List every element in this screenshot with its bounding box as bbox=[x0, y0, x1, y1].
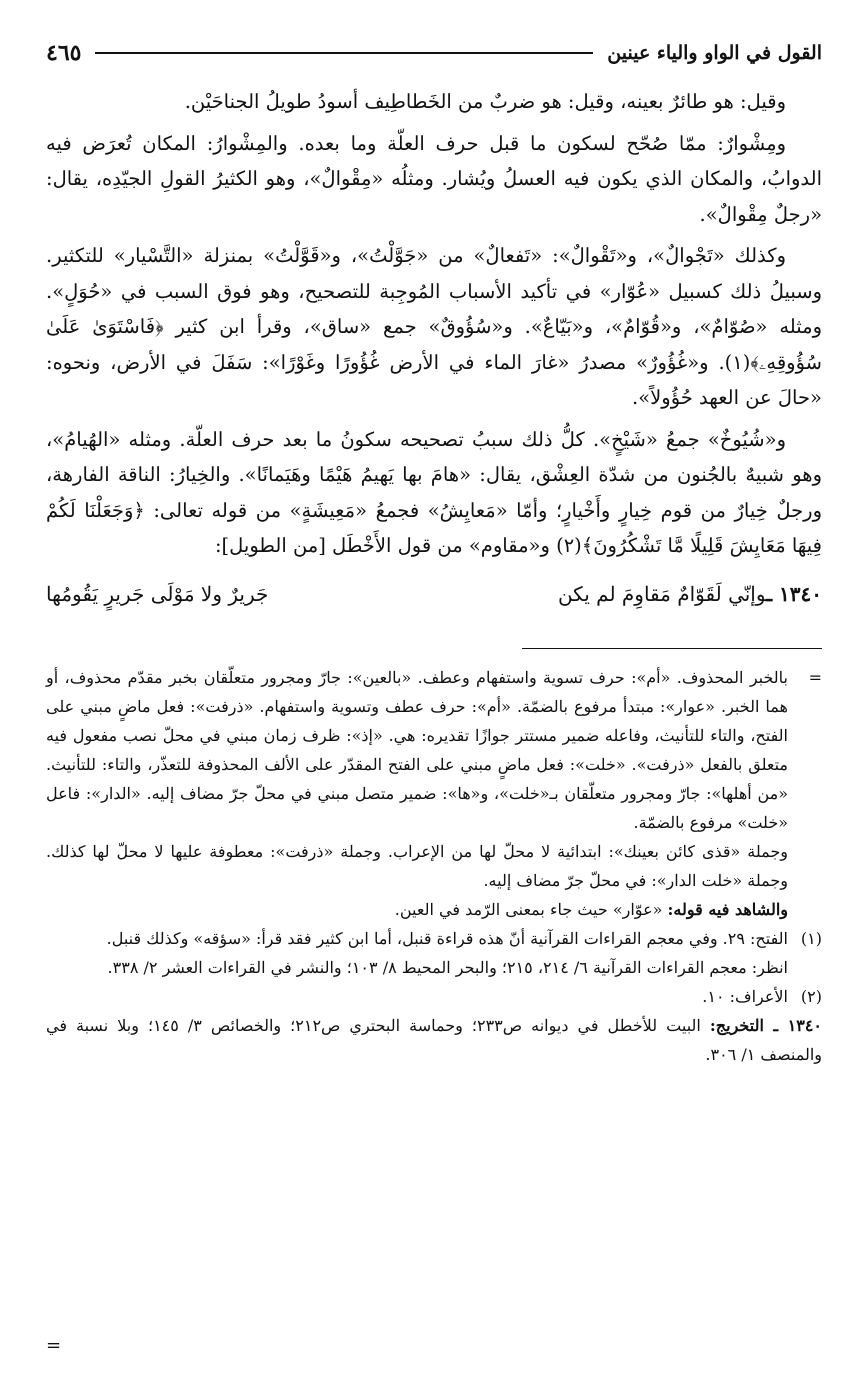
footnotes bbox=[46, 663, 822, 1069]
verse-first-half bbox=[558, 576, 822, 612]
paragraph-3: وكذلك «تَجْوالٌ»، و«تَقْوالٌ»: «تَفعالٌ» من «جَوَّلْتُ»، و«قَوَّلْتُ» بمنزلة «التَّسْيار» للتكثير. وسبيلُ ذلك كسبيل «عُوّار» في تأكيد الأسباب المُوجِبة للتصحيح، وهو فوق السبب في «حُوَلٍ». ومثله «صُوّامٌ»، و«قُوّامٌ»، و«بَيّاعٌ». و«سُؤُوقٌ» جمع «ساق»، وقرأ ابن كثير ﴿فَاسْتَوَىٰ عَلَىٰ سُؤُوقِهِۦ﴾(١). و«غُؤُورٌ» مصدرُ «غارَ الماء في الأرض غُؤُورًا وغَوْرًا»: سَفَلَ في الأرض، ونحوه: «حالَ عن العهد حُؤُولاً». bbox=[46, 244, 822, 409]
page-number: ٤٦٥ bbox=[46, 40, 82, 66]
running-title: القول في الواو والياء عينين bbox=[607, 42, 822, 64]
paragraph-1: وقيل: هو طائرٌ بعينه، وقيل: هو ضربٌ من الخَطاطِيف أسودُ طويلُ الجناحَيْن. bbox=[184, 90, 786, 113]
continued-mark: = bbox=[46, 1335, 62, 1356]
takhrij-label: ١٣٤٠ ـ التخريج: bbox=[709, 1015, 823, 1035]
poetry-verse bbox=[46, 576, 822, 612]
book-page bbox=[46, 36, 822, 1356]
header-rule bbox=[95, 52, 593, 54]
footnote-witness bbox=[46, 895, 822, 924]
footnote-2-number: (٢) bbox=[800, 986, 822, 1006]
footnote-1-number: (١) bbox=[800, 928, 822, 948]
page-header bbox=[46, 36, 822, 70]
footnote-1-text: الفتح: ٢٩. وفي معجم القراءات القرآنية أنّ هذه قراءة قنبل، أما ابن كثير فقد قرأ: «سؤقه» وكذلك قنبل. bbox=[106, 928, 788, 948]
verse-hemistich-1: وإنّي لَقَوّامٌ مَقاوِمَ لم يكن bbox=[557, 581, 767, 606]
footnote-separator bbox=[522, 648, 822, 649]
footnote-parsing-text: بالخبر المحذوف. «أم»: حرف تسوية واستفهام وعطف. «بالعين»: جارّ ومجرور متعلّقان بخبر مقدّم محذوف، أو هما الخبر. «عوار»: مبتدأ مرفوع بالضمّة. «أم»: حرف عطف وتسوية واستفهام. «ذرفت»: فعل ماضٍ مبني على الفتح، والتاء للتأنيث، وفاعله ضمير مستتر جوازًا تقديره: هي. «إذ»: ظرف زمان مبني في محلّ نصب مفعول فيه متعلق بالفعل «ذرفت». «خلت»: فعل ماضٍ مبني على الفتح المقدّر على الألف المحذوفة للتعذّر، والتاء: للتأنيث. «من أهلها»: جارّ ومجرور متعلّقان بـ«خلت»، و«ها»: ضمير متصل مبني في محلّ جرّ مضاف إليه. «الدار»: فاعل «خلت» مرفوع بالضمّة. bbox=[46, 667, 788, 832]
footnote-2-text: الأعراف: ١٠. bbox=[702, 986, 788, 1006]
main-text bbox=[46, 84, 822, 612]
takhrij-text: البيت للأخطل في ديوانه ص٢٣٣؛ وحماسة البحتري ص٢١٢؛ والخصائص ٣/ ١٤٥؛ وبلا نسبة في والمنصف ١/ ٣٠٦. bbox=[46, 1015, 822, 1064]
footnote-sentences: وجملة «قذى كائن بعينك»: ابتدائية لا محلّ لها من الإعراب. وجملة «ذرفت»: معطوفة عليها لا محلّ لها كذلك. وجملة «خلت الدار»: في محلّ جرّ مضاف إليه. bbox=[46, 841, 788, 890]
footnote-2 bbox=[46, 982, 822, 1011]
verse-hemistich-2: جَريرٌ ولا مَوْلَى جَريرٍ يَقُومُها bbox=[46, 581, 269, 606]
footnote-continuation bbox=[46, 663, 822, 837]
takhrij-note bbox=[46, 1011, 822, 1069]
paragraph-2: ومِشْوارٌ: ممّا صُحّح لسكون ما قبل حرف العلّة وما بعده. والمِشْوارُ: المكان تُعرَض فيه الدوابُ، والمكان الذي يكون فيه العسلُ ويُشار. ومثلُه «مِقْوالٌ»، وهو الكثيرُ القولِ الجيّدِه، يقال: «رجلٌ مِقْوالٌ». bbox=[46, 131, 822, 226]
witness-label: والشاهد فيه قوله: bbox=[667, 899, 788, 919]
verse-number: ١٣٤٠ ـ bbox=[766, 581, 822, 606]
continuation-mark: = bbox=[808, 667, 822, 687]
footnote-1-references: انظر: معجم القراءات القرآنية ٦/ ٢١٤، ٢١٥؛ والبحر المحيط ٨/ ١٠٣؛ والنشر في القراءات العشر ٢/ ٣٣٨. bbox=[107, 957, 788, 977]
footnote-1 bbox=[46, 924, 822, 953]
witness-text: «عوّار» حيث جاء بمعنى الرّمد في العين. bbox=[394, 899, 663, 919]
paragraph-4: و«شُيُوخٌ» جمعُ «شَيْخٍ». كلُّ ذلك سببُ تصحيحه سكونُ ما بعد حرف العلّة. ومثله «الهُيامُ»، وهو شبيهٌ بالجُنون من شدّة العِشْق، يقال: «هامَ بها يَهيمُ هَيْمًا وهَيَمانًا». والخِيارُ: الناقة الفارهة، ورجلٌ خِيارٌ من قوم خِيارٍ وأَخْيارٍ؛ وأمّا «مَعايِشُ» فجمعُ «مَعِيشَةٍ» من قوله تعالى: ﴿وَجَعَلْنَا لَكُمْ فِيهَا مَعَايِشَ قَلِيلًا مَّا تَشْكُرُونَ﴾(٢) و«مقاوم» من قول الأَخْطَل [من الطويل]: bbox=[46, 427, 822, 557]
